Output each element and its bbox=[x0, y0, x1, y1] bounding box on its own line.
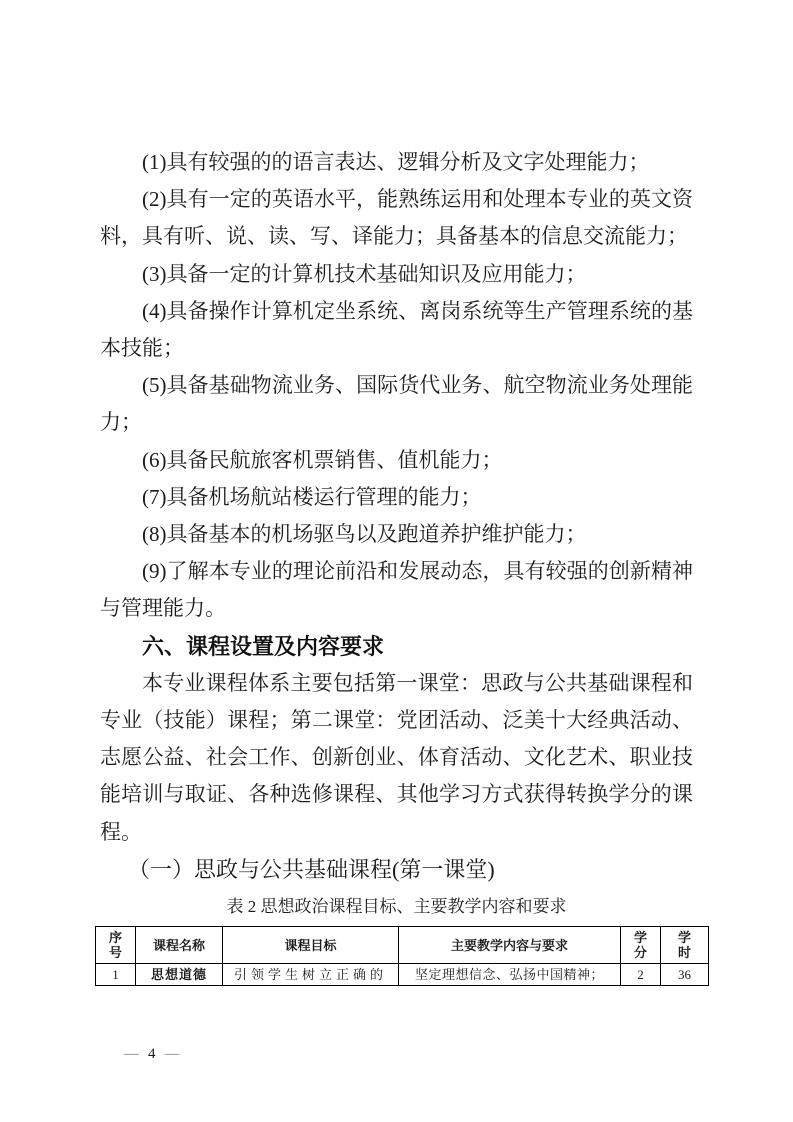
cell-credits: 2 bbox=[621, 964, 661, 986]
course-table bbox=[95, 926, 709, 986]
column-header-credits bbox=[621, 927, 661, 964]
column-header-hours bbox=[661, 927, 709, 964]
requirement-item-2: (2)具有一定的英语水平，能熟练运用和处理本专业的英文资料，具有听、说、读、写、译能力；具备基本的信息交流能力； bbox=[100, 187, 693, 249]
requirement-item-6: (6)具备民航旅客机票销售、值机能力； bbox=[142, 447, 503, 472]
page-footer bbox=[124, 1043, 181, 1065]
column-header-course-name: 课程名称 bbox=[136, 927, 223, 964]
page-content bbox=[100, 144, 693, 986]
subsection-heading: （一）思政与公共基础课程(第一课堂) bbox=[128, 856, 495, 882]
table-caption: 表 2 思想政治课程目标、主要教学内容和要求 bbox=[226, 897, 567, 917]
table-row bbox=[96, 964, 709, 986]
page-number: 4 bbox=[148, 1046, 157, 1062]
column-header-course-goal: 课程目标 bbox=[223, 927, 399, 964]
cell-main-content: 坚定理想信念、弘扬中国精神； bbox=[399, 964, 621, 986]
cell-course-goal: 引领学生树立正确的 bbox=[223, 964, 399, 986]
table-header-row bbox=[96, 927, 709, 964]
requirement-item-9: (9)了解本专业的理论前沿和发展动态，具有较强的创新精神与管理能力。 bbox=[100, 559, 693, 621]
column-header-number bbox=[96, 927, 136, 964]
column-header-number-label: 序号 bbox=[108, 930, 122, 961]
column-header-main-content: 主要教学内容与要求 bbox=[399, 927, 621, 964]
requirement-item-5: (5)具备基础物流业务、国际货代业务、航空物流业务处理能力； bbox=[100, 373, 693, 435]
requirement-item-1: (1)具有较强的的语言表达、逻辑分析及文字处理能力； bbox=[142, 150, 650, 174]
cell-hours: 36 bbox=[661, 964, 709, 986]
requirement-item-7: (7)具备机场航站楼运行管理的能力； bbox=[142, 484, 482, 509]
requirement-item-8: (8)具备基本的机场驱鸟以及跑道养护维护能力； bbox=[142, 522, 587, 547]
requirement-item-4: (4)具备操作计算机定坐系统、离岗系统等生产管理系统的基本技能； bbox=[100, 298, 693, 361]
footer-dash-right: — bbox=[164, 1046, 181, 1062]
cell-course-name: 思想道德 bbox=[136, 964, 223, 986]
column-header-credits-label: 学分 bbox=[633, 930, 647, 961]
footer-dash-left: — bbox=[124, 1046, 140, 1062]
cell-number: 1 bbox=[96, 964, 136, 986]
requirement-item-3: (3)具备一定的计算机技术基础知识及应用能力； bbox=[142, 261, 587, 286]
section-paragraph: 本专业课程体系主要包括第一课堂：思政与公共基础课程和专业（技能）课程；第二课堂：党团活动、泛美十大经典活动、志愿公益、社会工作、创新创业、体育活动、文化艺术、职业技能培训与取证、各种选修课程、其他学习方式获得转换学分的课程。 bbox=[100, 670, 693, 844]
section-heading: 六、课程设置及内容要求 bbox=[142, 633, 385, 659]
column-header-hours-label: 学时 bbox=[677, 930, 691, 961]
